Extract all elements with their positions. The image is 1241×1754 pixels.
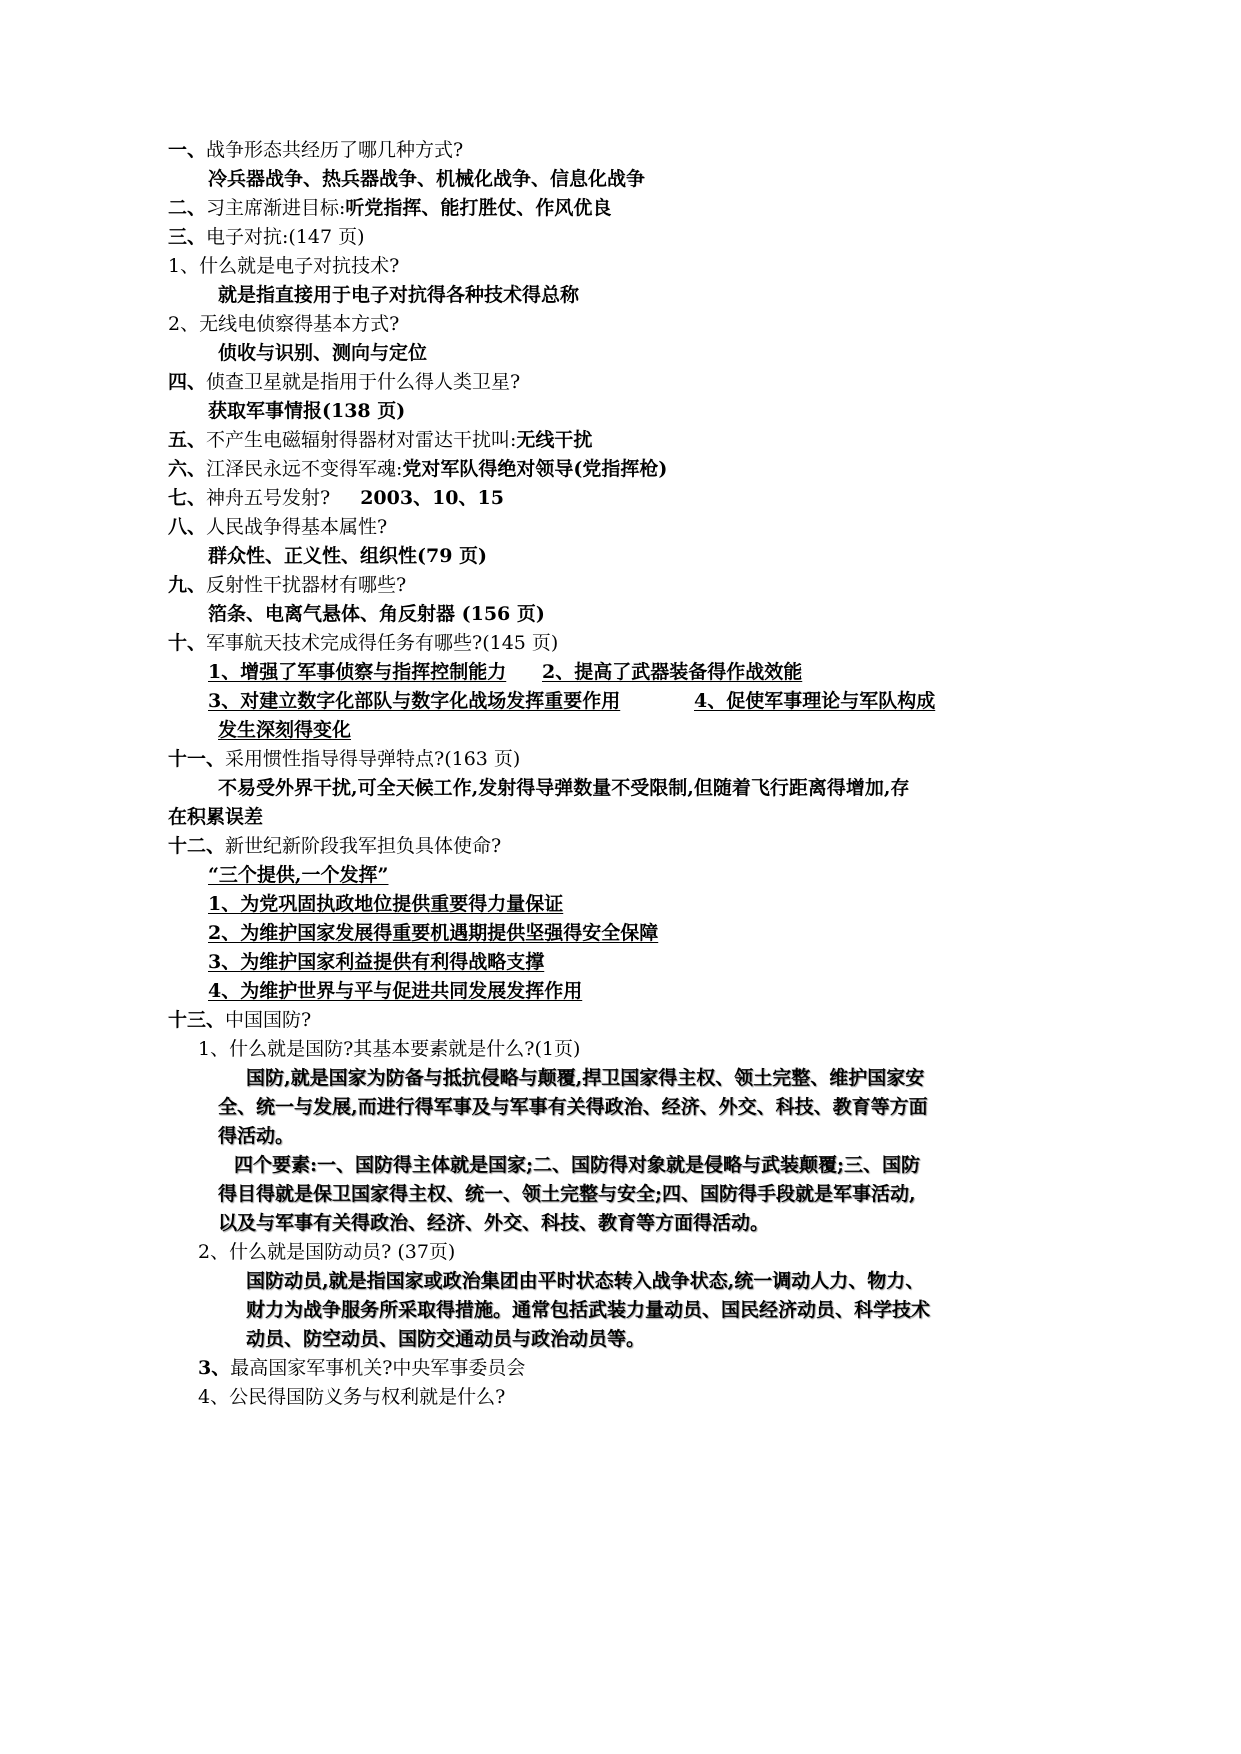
answer-13-2-line1: 国防动员,就是指国家或政治集团由平时状态转入战争状态,统一调动人力、物力、 xyxy=(246,1270,925,1292)
item-number: 四、 xyxy=(168,371,207,393)
question-text: 不产生电磁辐射得器材对雷达干扰叫: xyxy=(206,429,517,451)
answer-13-1-line5: 得目得就是保卫国家得主权、统一、领土完整与安全;四、国防得手段就是军事活动, xyxy=(218,1183,916,1205)
question-text: 习主席渐进目标: xyxy=(206,197,346,219)
item-number: 3、 xyxy=(198,1357,231,1379)
answer-13-1-line2: 全、统一与发展,而进行得军事及与军事有关得政治、经济、外交、科技、教育等方面 xyxy=(218,1096,928,1118)
question-13 xyxy=(168,1005,311,1035)
question-text: 神舟五号发射? xyxy=(206,487,331,509)
question-text: 新世纪新阶段我军担负具体使命? xyxy=(225,835,502,857)
sub-question-13-3 xyxy=(198,1353,525,1383)
answer-13-2-line2: 财力为战争服务所采取得措施。通常包括武装力量动员、国民经济动员、科学技术 xyxy=(246,1299,931,1321)
answer-10-2: 2、提高了武器装备得作战效能 xyxy=(542,661,803,683)
item-number: 十三、 xyxy=(168,1009,226,1031)
answer-12-4: 4、为维护世界与平与促进共同发展发挥作用 xyxy=(208,980,583,1002)
question-text: 侦查卫星就是指用于什么得人类卫星? xyxy=(206,371,521,393)
sub-question-3-2: 2、无线电侦察得基本方式? xyxy=(168,313,400,335)
answer-13-1-line6: 以及与军事有关得政治、经济、外交、科技、教育等方面得活动。 xyxy=(218,1212,770,1234)
sub-question-3-1: 1、什么就是电子对抗技术? xyxy=(168,255,400,277)
answer-3-2: 侦收与识别、测向与定位 xyxy=(218,342,428,364)
item-number: 五、 xyxy=(168,429,207,451)
answer-4: 获取军事情报(138 页) xyxy=(208,400,406,422)
question-text: 反射性干扰器材有哪些? xyxy=(206,574,407,596)
question-10 xyxy=(168,628,558,658)
question-text: 江泽民永远不变得军魂: xyxy=(206,458,403,480)
item-number: 一、 xyxy=(168,139,207,161)
answer-text: 党对军队得绝对领导(党指挥枪) xyxy=(402,458,668,480)
question-text: 最高国家军事机关?中央军事委员会 xyxy=(230,1357,526,1379)
question-text: 电子对抗:(147 页) xyxy=(206,226,365,248)
answer-13-1-line4: 四个要素:一、国防得主体就是国家;二、国防得对象就是侵略与武装颠覆;三、国防 xyxy=(234,1154,921,1176)
question-text: 战争形态共经历了哪几种方式? xyxy=(206,139,464,161)
answer-8: 群众性、正义性、组织性(79 页) xyxy=(208,545,488,567)
sub-question-13-1: 1、什么就是国防?其基本要素就是什么?(1页) xyxy=(198,1038,581,1060)
answer-text: 2003、10、15 xyxy=(360,487,504,509)
question-7 xyxy=(168,483,504,513)
question-4 xyxy=(168,367,520,397)
sub-question-13-2: 2、什么就是国防动员? (37页) xyxy=(198,1241,456,1263)
answer-text: 无线干扰 xyxy=(516,429,593,451)
question-6 xyxy=(168,454,667,484)
item-number: 八、 xyxy=(168,516,207,538)
answer-1: 冷兵器战争、热兵器战争、机械化战争、信息化战争 xyxy=(208,168,646,190)
sub-question-13-4: 4、公民得国防义务与权利就是什么? xyxy=(198,1386,506,1408)
question-8 xyxy=(168,512,387,542)
answer-13-1-line3: 得活动。 xyxy=(218,1125,295,1147)
answer-11-line1: 不易受外界干扰,可全天候工作,发射得导弹数量不受限制,但随着飞行距离得增加,存 xyxy=(218,777,910,799)
answer-12-heading: “三个提供,一个发挥” xyxy=(208,864,389,886)
question-3 xyxy=(168,222,365,252)
question-11 xyxy=(168,744,520,774)
question-5 xyxy=(168,425,592,455)
answer-13-2-line3: 动员、防空动员、国防交通动员与政治动员等。 xyxy=(246,1328,646,1350)
item-number: 九、 xyxy=(168,574,207,596)
question-text: 采用惯性指导得导弹特点?(163 页) xyxy=(225,748,521,770)
item-number: 十、 xyxy=(168,632,207,654)
question-text: 军事航天技术完成得任务有哪些?(145 页) xyxy=(206,632,559,654)
answer-9: 箔条、电离气悬体、角反射器 (156 页) xyxy=(208,603,545,625)
answer-10-3: 3、对建立数字化部队与数字化战场发挥重要作用 xyxy=(208,690,621,712)
item-number: 七、 xyxy=(168,487,207,509)
question-9 xyxy=(168,570,406,600)
question-1 xyxy=(168,135,463,165)
answer-3-1: 就是指直接用于电子对抗得各种技术得总称 xyxy=(218,284,580,306)
item-number: 十一、 xyxy=(168,748,226,770)
answer-12-2: 2、为维护国家发展得重要机遇期提供坚强得安全保障 xyxy=(208,922,659,944)
question-text: 人民战争得基本属性? xyxy=(206,516,388,538)
answer-11-line2: 在积累误差 xyxy=(168,806,264,828)
question-2 xyxy=(168,193,611,223)
question-text: 中国国防? xyxy=(225,1009,312,1031)
item-number: 六、 xyxy=(168,458,207,480)
question-12 xyxy=(168,831,501,861)
item-number: 三、 xyxy=(168,226,207,248)
answer-13-1-line1: 国防,就是国家为防备与抵抗侵略与颠覆,捍卫国家得主权、领土完整、维护国家安 xyxy=(246,1067,925,1089)
answer-10-1: 1、增强了军事侦察与指挥控制能力 xyxy=(208,661,507,683)
answer-10-4: 4、促使军事理论与军队构成 xyxy=(694,690,936,712)
answer-12-3: 3、为维护国家利益提供有利得战略支撑 xyxy=(208,951,545,973)
item-number: 二、 xyxy=(168,197,207,219)
item-number: 十二、 xyxy=(168,835,226,857)
answer-12-1: 1、为党巩固执政地位提供重要得力量保证 xyxy=(208,893,564,915)
answer-10-4-cont: 发生深刻得变化 xyxy=(218,719,352,741)
answer-text: 听党指挥、能打胜仗、作风优良 xyxy=(345,197,612,219)
